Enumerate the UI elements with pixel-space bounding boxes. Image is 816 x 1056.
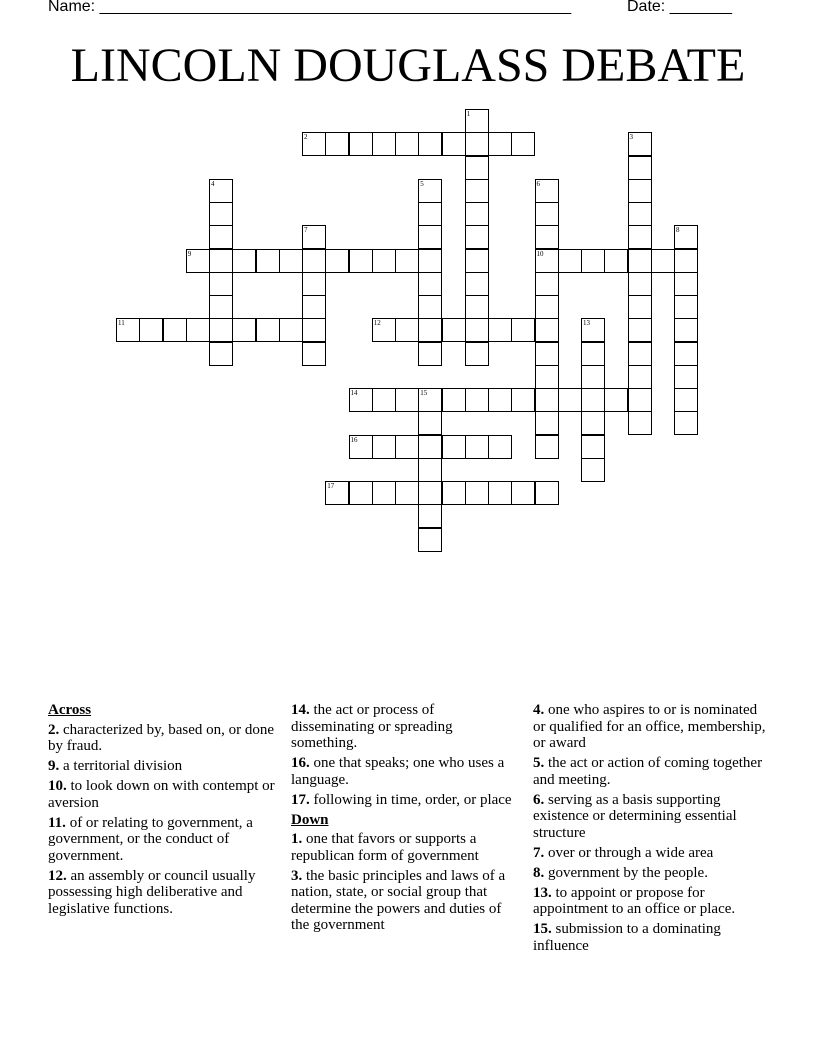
crossword-cell[interactable] xyxy=(535,202,559,226)
crossword-cell[interactable] xyxy=(465,272,489,296)
crossword-cell[interactable] xyxy=(465,295,489,319)
crossword-cell[interactable] xyxy=(418,132,442,156)
crossword-cell[interactable] xyxy=(628,388,652,412)
crossword-cell[interactable] xyxy=(395,435,419,459)
clue-text: one that speaks; one who uses a language. xyxy=(291,755,505,788)
clue-num: 17. xyxy=(291,791,310,808)
crossword-cell[interactable] xyxy=(511,388,535,412)
crossword-cell[interactable] xyxy=(442,318,466,342)
crossword-cell[interactable] xyxy=(581,388,605,412)
crossword-cell[interactable] xyxy=(395,481,419,505)
crossword-cell[interactable] xyxy=(465,318,489,342)
clue-text: characterized by, based on, or done by fraud. xyxy=(48,721,275,754)
crossword-cell[interactable] xyxy=(674,342,698,366)
clue-num: 7. xyxy=(533,844,545,861)
clue-text: one who aspires to or is nominated or qualified for an office, membership, or award xyxy=(533,702,766,751)
crossword-cell[interactable] xyxy=(186,318,210,342)
crossword-cell[interactable] xyxy=(628,225,652,249)
crossword-cell[interactable] xyxy=(511,481,535,505)
crossword-cell[interactable] xyxy=(418,342,442,366)
crossword-cell[interactable] xyxy=(209,202,233,226)
clue-num: 12. xyxy=(48,867,67,884)
crossword-cell[interactable] xyxy=(209,318,233,342)
crossword-cell[interactable] xyxy=(418,504,442,528)
crossword-cell[interactable] xyxy=(418,202,442,226)
crossword-cell[interactable] xyxy=(279,249,303,273)
crossword-cell[interactable] xyxy=(581,342,605,366)
clue-item xyxy=(48,868,283,918)
crossword-cell[interactable] xyxy=(628,342,652,366)
crossword-cell[interactable] xyxy=(465,435,489,459)
crossword-cell[interactable] xyxy=(302,318,326,342)
clue-item xyxy=(291,755,521,788)
clue-number: 12 xyxy=(373,319,381,328)
crossword-cell[interactable] xyxy=(302,295,326,319)
crossword-cell[interactable] xyxy=(488,132,512,156)
crossword-cell[interactable] xyxy=(395,388,419,412)
crossword-cell[interactable] xyxy=(418,481,442,505)
crossword-cell[interactable] xyxy=(418,411,442,435)
clue-num: 4. xyxy=(533,702,545,718)
clue-item xyxy=(533,845,773,862)
crossword-cell[interactable] xyxy=(535,435,559,459)
clue-number: 8 xyxy=(676,226,680,235)
crossword-cell[interactable] xyxy=(395,249,419,273)
crossword-cell[interactable] xyxy=(628,365,652,389)
crossword-cell[interactable] xyxy=(535,318,559,342)
clue-num: 13. xyxy=(533,884,552,901)
crossword-cell[interactable] xyxy=(418,225,442,249)
crossword-cell[interactable] xyxy=(418,318,442,342)
crossword-cell[interactable] xyxy=(488,435,512,459)
crossword-cell[interactable] xyxy=(465,388,489,412)
clue-item xyxy=(533,885,773,918)
crossword-cell[interactable] xyxy=(535,388,559,412)
clue-text: to look down on with contempt or aversion xyxy=(48,778,275,811)
crossword-cell[interactable] xyxy=(628,318,652,342)
crossword-cell[interactable] xyxy=(535,411,559,435)
clue-item xyxy=(533,792,773,842)
crossword-cell[interactable] xyxy=(209,272,233,296)
crossword-cell[interactable] xyxy=(232,249,256,273)
crossword-cell[interactable] xyxy=(628,179,652,203)
clue-item xyxy=(291,792,521,809)
crossword-cell[interactable] xyxy=(535,365,559,389)
crossword-cell[interactable] xyxy=(349,249,373,273)
clue-item xyxy=(291,702,521,752)
crossword-cell[interactable] xyxy=(209,295,233,319)
clue-number: 3 xyxy=(629,133,633,142)
crossword-cell[interactable] xyxy=(465,156,489,180)
clue-item xyxy=(48,815,283,865)
clue-text: an assembly or council usually possessing high deliberative and legislative functions. xyxy=(48,867,256,917)
crossword-cell[interactable] xyxy=(163,318,187,342)
clue-num: 10. xyxy=(48,778,67,794)
page-title: LINCOLN DOUGLASS DEBATE xyxy=(70,39,746,92)
crossword-cell[interactable] xyxy=(465,225,489,249)
clue-text: following in time, order, or place xyxy=(309,791,512,808)
crossword-cell[interactable] xyxy=(279,318,303,342)
crossword-cell[interactable] xyxy=(488,388,512,412)
crossword-cell[interactable] xyxy=(372,435,396,459)
clue-number: 14 xyxy=(350,389,358,397)
clue-item xyxy=(48,722,283,755)
crossword-cell[interactable] xyxy=(465,179,489,203)
crossword-cell[interactable] xyxy=(418,435,442,459)
clue-num: 8. xyxy=(533,864,545,881)
clue-item xyxy=(533,865,773,882)
clue-item xyxy=(48,758,283,775)
crossword-cell[interactable] xyxy=(442,132,466,156)
crossword-cell[interactable] xyxy=(604,388,628,412)
crossword-cell[interactable] xyxy=(581,435,605,459)
clue-number: 4 xyxy=(211,179,215,188)
crossword-cell[interactable] xyxy=(628,295,652,319)
clue-text: a territorial division xyxy=(59,758,183,774)
crossword-cell[interactable] xyxy=(395,318,419,342)
crossword-cell[interactable] xyxy=(511,132,535,156)
crossword-cell[interactable] xyxy=(674,318,698,342)
down-heading: Down xyxy=(291,811,329,828)
crossword-cell[interactable] xyxy=(139,318,163,342)
name-field-label: Name: _____________________________________________________ xyxy=(48,0,572,15)
clues-column-3 xyxy=(533,702,773,958)
clue-item xyxy=(291,831,521,864)
clues-column-1 xyxy=(48,702,283,921)
clue-item xyxy=(533,755,773,788)
crossword-cell[interactable] xyxy=(535,295,559,319)
clue-number: 16 xyxy=(350,435,358,444)
clue-text: one that favors or supports a republican form of government xyxy=(291,831,479,864)
date-field-label: Date: _______ xyxy=(627,0,732,15)
clue-text: the act or action of coming together and meeting. xyxy=(533,755,763,788)
clue-num: 5. xyxy=(533,755,545,771)
crossword-cell[interactable] xyxy=(465,342,489,366)
crossword-cell[interactable] xyxy=(581,458,605,482)
clue-item xyxy=(48,778,283,811)
clue-text: the basic principles and laws of a nation, state, or social group that determine the powers and duties of the government xyxy=(291,867,506,933)
crossword-cell[interactable] xyxy=(488,318,512,342)
crossword-cell[interactable] xyxy=(535,481,559,505)
crossword-cell[interactable] xyxy=(628,202,652,226)
crossword-cell[interactable] xyxy=(581,411,605,435)
crossword-cell[interactable] xyxy=(511,318,535,342)
crossword-cell[interactable] xyxy=(302,249,326,273)
crossword-cell[interactable] xyxy=(209,249,233,273)
crossword-cell[interactable] xyxy=(674,388,698,412)
crossword-cell[interactable] xyxy=(442,435,466,459)
clue-number: 13 xyxy=(583,319,590,328)
clues-column-2 xyxy=(291,702,521,937)
across-heading: Across xyxy=(48,702,92,718)
crossword-cell[interactable] xyxy=(651,249,675,273)
crossword-cell[interactable] xyxy=(372,388,396,412)
clue-number: 2 xyxy=(304,133,308,142)
clue-number: 7 xyxy=(304,226,308,235)
crossword-cell[interactable] xyxy=(558,388,582,412)
clue-number: 17 xyxy=(327,482,335,490)
crossword-cell[interactable] xyxy=(465,249,489,273)
clue-num: 16. xyxy=(291,755,310,771)
crossword-cell[interactable] xyxy=(209,225,233,249)
clue-num: 14. xyxy=(291,702,310,718)
crossword-cell[interactable] xyxy=(674,365,698,389)
clue-item xyxy=(291,868,521,934)
crossword-cell[interactable] xyxy=(674,272,698,296)
crossword-cell[interactable] xyxy=(581,365,605,389)
crossword-cell[interactable] xyxy=(209,342,233,366)
clue-number: 6 xyxy=(536,179,540,188)
clue-number: 15 xyxy=(420,389,428,397)
crossword-cell[interactable] xyxy=(558,249,582,273)
crossword-cell[interactable] xyxy=(488,481,512,505)
clue-item xyxy=(533,921,773,954)
clue-number: 10 xyxy=(536,249,544,258)
clue-num: 3. xyxy=(291,867,303,884)
crossword-cell[interactable] xyxy=(325,249,349,273)
clue-num: 2. xyxy=(48,721,60,738)
clue-text: serving as a basis supporting existence or determining essential structure xyxy=(533,791,737,841)
crossword-cell[interactable] xyxy=(628,249,652,273)
crossword-cell[interactable] xyxy=(465,202,489,226)
crossword-cell[interactable] xyxy=(349,132,373,156)
crossword-cell[interactable] xyxy=(535,342,559,366)
crossword-cell[interactable] xyxy=(442,388,466,412)
clue-text: the act or process of disseminating or spreading something. xyxy=(291,702,453,751)
crossword-cell[interactable] xyxy=(535,272,559,296)
crossword-cell[interactable] xyxy=(442,481,466,505)
crossword-cell[interactable] xyxy=(535,225,559,249)
crossword-cell[interactable] xyxy=(674,295,698,319)
crossword-cell[interactable] xyxy=(628,272,652,296)
crossword-cell[interactable] xyxy=(604,249,628,273)
clue-number: 11 xyxy=(118,319,125,328)
clue-number: 1 xyxy=(466,110,471,118)
clue-text: over or through a wide area xyxy=(544,844,714,861)
crossword-cell[interactable] xyxy=(372,481,396,505)
crossword-cell[interactable] xyxy=(302,342,326,366)
crossword-cell[interactable] xyxy=(256,318,280,342)
clue-text: to appoint or propose for appointment to an office or place. xyxy=(533,884,736,917)
clue-text: government by the people. xyxy=(544,864,708,881)
crossword-cell[interactable] xyxy=(418,528,442,552)
crossword-cell[interactable] xyxy=(349,481,373,505)
clue-text: of or relating to government, a government, or the conduct of government. xyxy=(48,814,253,864)
crossword-cell[interactable] xyxy=(581,249,605,273)
clue-number: 5 xyxy=(420,179,424,188)
crossword-cell[interactable] xyxy=(628,156,652,180)
clue-item xyxy=(533,702,773,752)
crossword-cell[interactable] xyxy=(418,272,442,296)
crossword-cell[interactable] xyxy=(302,272,326,296)
crossword-cell[interactable] xyxy=(674,411,698,435)
crossword-cell[interactable] xyxy=(674,249,698,273)
crossword-cell[interactable] xyxy=(232,318,256,342)
crossword-cell[interactable] xyxy=(256,249,280,273)
crossword-cell[interactable] xyxy=(395,132,419,156)
clue-text: submission to a dominating influence xyxy=(533,921,721,954)
crossword-cell[interactable] xyxy=(418,458,442,482)
clue-num: 9. xyxy=(48,758,60,774)
crossword-cell[interactable] xyxy=(628,411,652,435)
crossword-cell[interactable] xyxy=(418,295,442,319)
crossword-cell[interactable] xyxy=(465,481,489,505)
crossword-cell[interactable] xyxy=(372,249,396,273)
clue-num: 15. xyxy=(533,921,552,937)
clue-num: 6. xyxy=(533,791,545,808)
clue-num: 1. xyxy=(291,831,303,847)
crossword-cell[interactable] xyxy=(465,132,489,156)
crossword-cell[interactable] xyxy=(418,249,442,273)
clue-number: 9 xyxy=(187,249,192,258)
crossword-cell[interactable] xyxy=(372,132,396,156)
clue-num: 11. xyxy=(48,814,66,831)
crossword-cell[interactable] xyxy=(325,132,349,156)
